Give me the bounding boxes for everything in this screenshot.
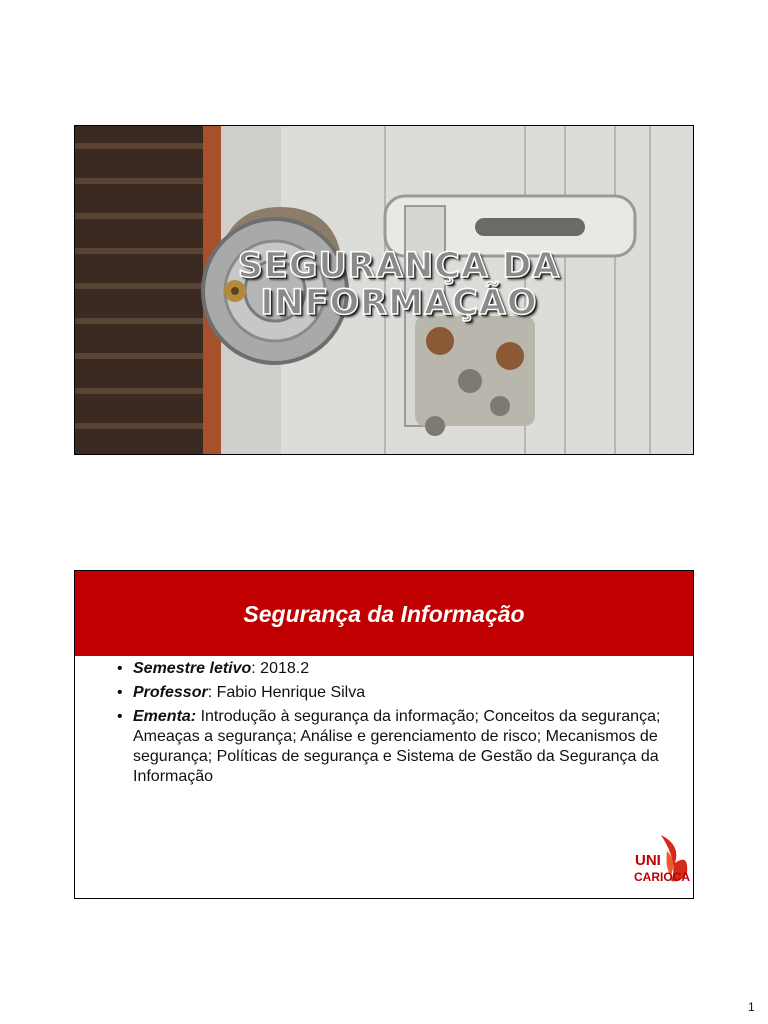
- logo-text-top: UNI: [635, 852, 661, 869]
- cover-title-line1: SEGURANÇA DA: [237, 246, 561, 286]
- bullet-label: Professor: [133, 684, 208, 701]
- bullet-text: : 2018.2: [251, 660, 310, 677]
- bullet-text: : Fabio Henrique Silva: [207, 684, 366, 701]
- list-item: [115, 683, 685, 703]
- list-item: [115, 659, 685, 679]
- bullet-icon: •: [117, 660, 123, 677]
- logo-text-bottom: CARIOCA: [634, 870, 690, 884]
- bullet-list: [115, 659, 685, 791]
- cover-title-line2: INFORMAÇÃO: [260, 283, 538, 323]
- slide-title: Segurança da Informação: [243, 601, 525, 627]
- bullet-icon: •: [117, 708, 123, 725]
- bullet-text: Introdução à segurança da informação; Conceitos da segurança; Ameaças a segurança; Análise e gerenciamento de risco; Mecanismos de segurança; Políticas de segurança e Sistema de Gestão da Segurança da Informação: [133, 708, 661, 785]
- course-info-slide: [74, 570, 694, 899]
- bullet-label: Semestre letivo: [133, 660, 252, 677]
- cover-title: [75, 248, 693, 322]
- slide-header: [75, 571, 693, 656]
- list-item: [115, 707, 685, 787]
- unicarioca-logo: [631, 833, 693, 893]
- bullet-icon: •: [117, 684, 123, 701]
- page-number: 1: [748, 1000, 755, 1014]
- cover-slide: [74, 125, 694, 455]
- bullet-label: Ementa:: [133, 708, 197, 725]
